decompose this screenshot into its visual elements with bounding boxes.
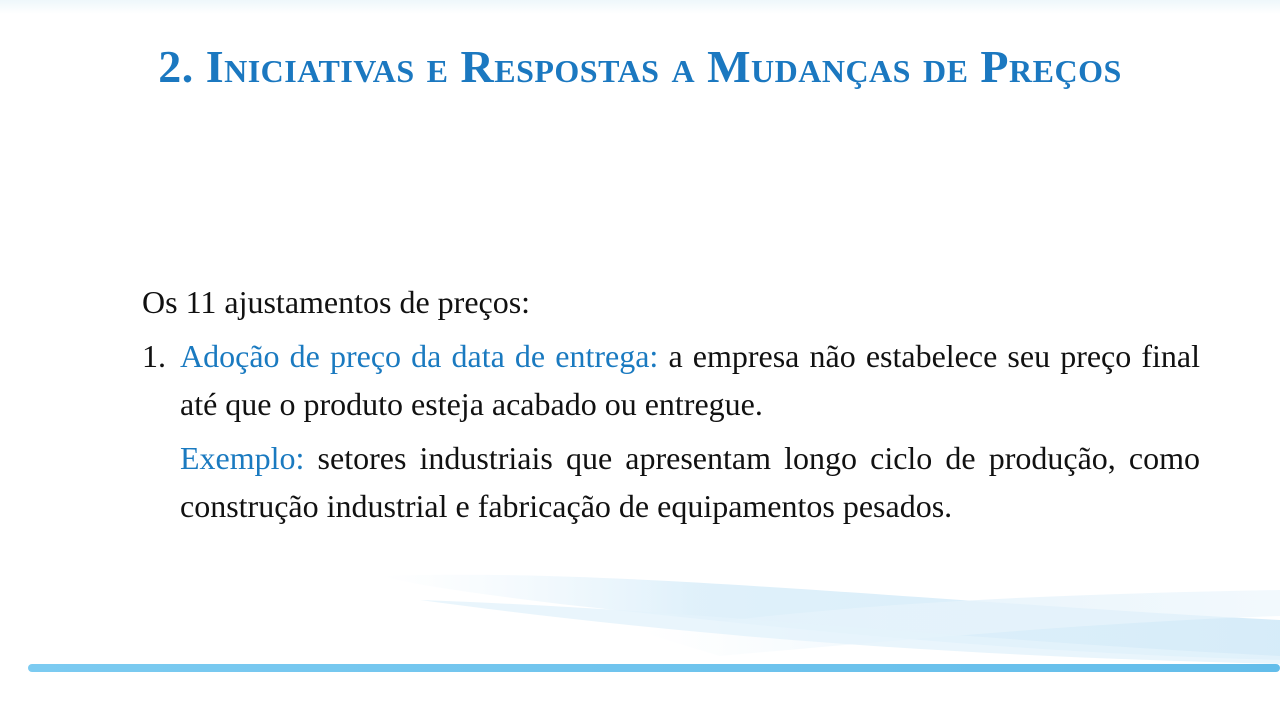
example-label: Exemplo: <box>180 440 305 476</box>
top-fade-decoration <box>0 0 1280 14</box>
accent-bar <box>28 664 1280 672</box>
list-item <box>142 332 1200 530</box>
wave-decoration <box>0 560 1280 720</box>
list-item-number: 1. <box>142 338 166 374</box>
definition-paragraph <box>180 332 1200 428</box>
list-item-content <box>180 332 1200 530</box>
term-description: a empresa não estabelece seu preço final até que o produto esteja acabado ou entregue. <box>180 338 1201 422</box>
slide-body <box>142 278 1200 530</box>
term-label: Adoção de preço da data de entrega: <box>180 338 659 374</box>
example-text: setores industriais que apresentam longo ciclo de produção, como construção industrial e fabricação de equipamentos pesados. <box>180 440 1201 524</box>
example-paragraph <box>180 434 1200 530</box>
intro-text: Os 11 ajustamentos de preços: <box>142 284 531 320</box>
slide-title: 2. Iniciativas e Respostas a Mudanças de Preços <box>158 41 1122 92</box>
